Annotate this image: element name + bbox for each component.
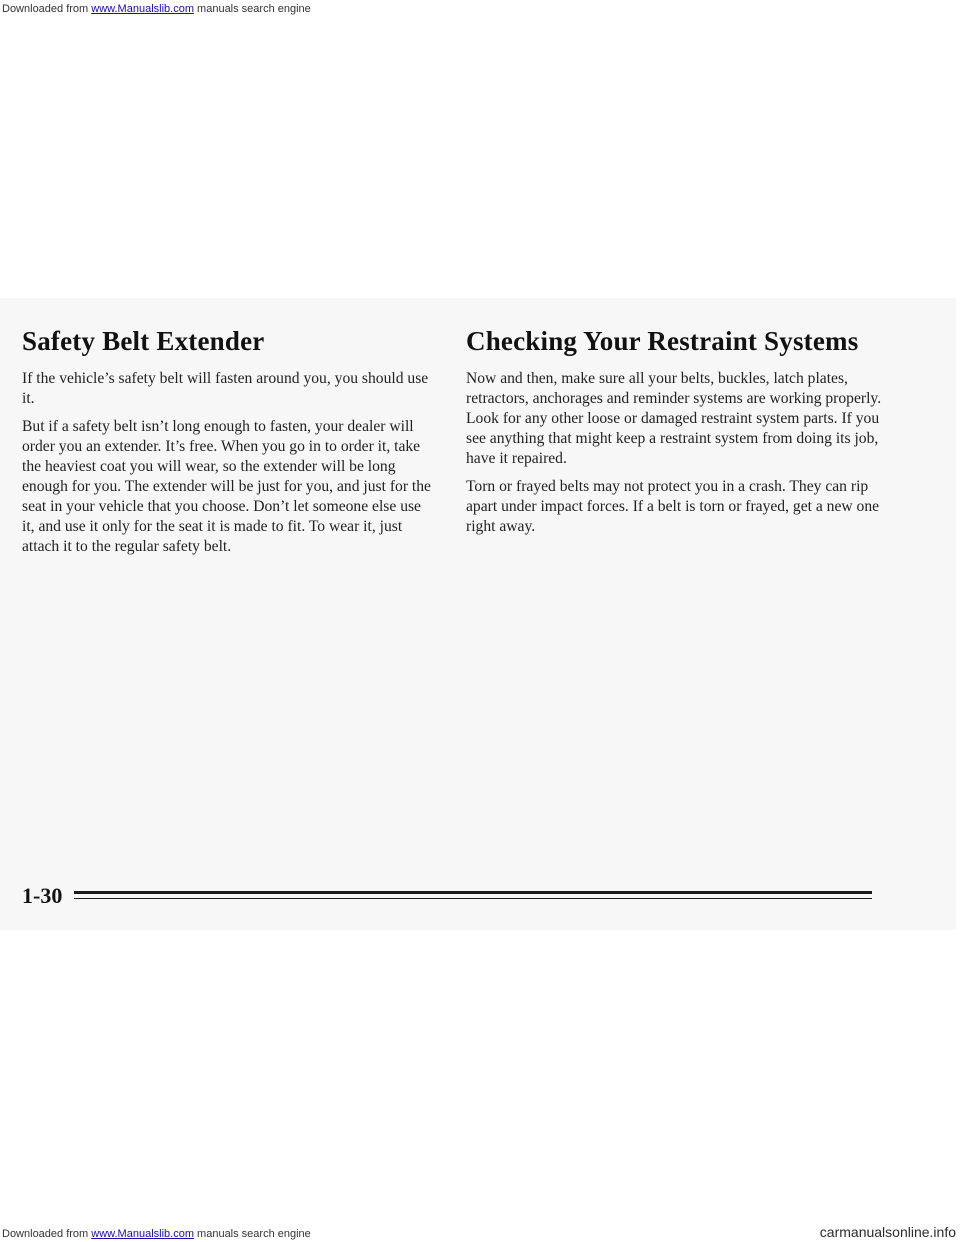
watermark-suffix: manuals search engine xyxy=(197,1228,311,1240)
section-checking-restraint-systems xyxy=(466,325,886,545)
paragraph: Torn or frayed belts may not protect you in a crash. They can rip apart under impact forces. If a belt is torn or frayed, get a new one right away. xyxy=(466,478,880,535)
footer-rule-thin xyxy=(74,898,872,899)
watermark-suffix: manuals search engine xyxy=(197,3,311,15)
section-safety-belt-extender xyxy=(22,325,432,565)
watermark-prefix: Downloaded from xyxy=(2,1228,89,1240)
page-number: 1-30 xyxy=(22,883,63,908)
manualslib-link[interactable]: www.Manualslib.com xyxy=(91,3,194,15)
paragraph: But if a safety belt isn’t long enough to fasten, your dealer will order you an extender. It’s free. When you go in to order it, take the heaviest coat you will wear, so the extender will be long enough for you. The extender will be just for you, and just for the seat in your vehicle that you choose. Don’t let someone else use it, and use it only for the seat it is made to fit. To wear it, just attach it to the regular safety belt. xyxy=(22,418,431,555)
footer-rule-thick xyxy=(74,891,872,894)
page-footer xyxy=(22,883,872,913)
manualslib-link[interactable]: www.Manualslib.com xyxy=(91,1228,194,1240)
section-title-safety-belt-extender: Safety Belt Extender xyxy=(22,326,265,356)
paragraph: Now and then, make sure all your belts, buckles, latch plates, retractors, anchorages and reminder systems are working properly. Look for any other loose or damaged restraint system parts. If you see anything that might keep a restraint system from doing its job, have it repaired. xyxy=(466,370,882,467)
watermark-prefix: Downloaded from xyxy=(2,3,89,15)
site-watermark: carmanualsonline.info xyxy=(819,1224,956,1240)
download-watermark-top xyxy=(2,2,311,16)
section-title-checking-restraint-systems: Checking Your Restraint Systems xyxy=(466,326,859,356)
paragraph: If the vehicle’s safety belt will fasten around you, you should use it. xyxy=(22,370,429,407)
download-watermark-bottom xyxy=(2,1227,311,1241)
